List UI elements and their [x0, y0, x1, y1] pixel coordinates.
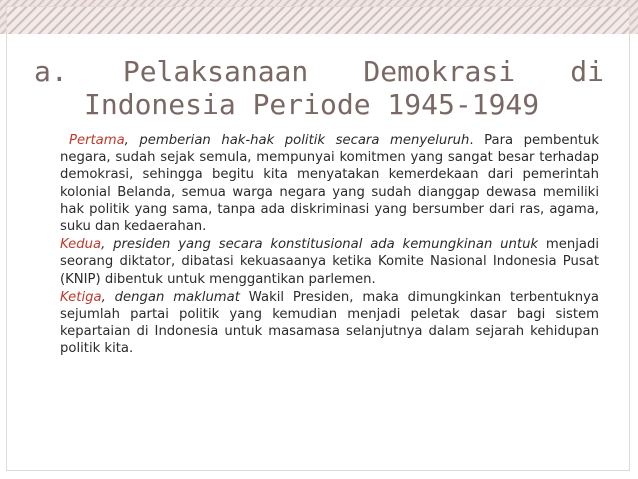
- title-marker: a.: [34, 55, 68, 88]
- slide-title: [34, 55, 604, 121]
- paragraph-text: menjadi seorang diktator, dibatasi kekuasaanya ketika Komite Nasional Indonesia Pusat (KNIP) dibentuk untuk menggantikan parlemen.: [60, 237, 599, 287]
- lead-phrase: , pemberian hak-hak politik secara menyeluruh: [124, 133, 470, 148]
- lead-word: Kedua: [60, 237, 102, 253]
- lead-phrase: , presiden yang secara konstitusional ada kemungkinan untuk: [101, 237, 539, 253]
- title-line-2: Indonesia Periode 1945-1949: [84, 88, 540, 121]
- slide-body: [60, 132, 599, 358]
- paragraph-kedua: [60, 236, 599, 288]
- title-word-1: Pelaksanaan: [122, 55, 309, 88]
- paragraph-ketiga: [60, 289, 599, 358]
- title-word-3: di: [570, 55, 604, 88]
- title-word-2: Demokrasi: [363, 55, 516, 88]
- paragraph-text: Wakil Presiden, maka dimungkinkan terbentuknya sejumlah partai politik yang kemudian menjadi peletak dasar bagi sistem kepartaian di Indonesia untuk masamasa selanjutnya dalam sejarah kehidupan politik kita.: [60, 289, 599, 357]
- lead-phrase: , dengan maklumat: [101, 289, 240, 305]
- lead-word: Pertama: [69, 133, 125, 148]
- paragraph-pertama: [60, 132, 599, 235]
- paragraph-text: . Para pembentuk negara, sudah sejak semula, mempunyai komitmen yang sangat besar terhadap demokrasi, sehingga begitu kita menyatakan kemerdekaan dari pemerintah kolonial Belanda, semua warga negara yang sudah dianggap dewasa memiliki hak politik yang sama, tanpa ada diskriminasi yang bersumber dari ras, agama, suku dan kedaerahan.: [60, 133, 600, 235]
- lead-word: Ketiga: [60, 289, 102, 305]
